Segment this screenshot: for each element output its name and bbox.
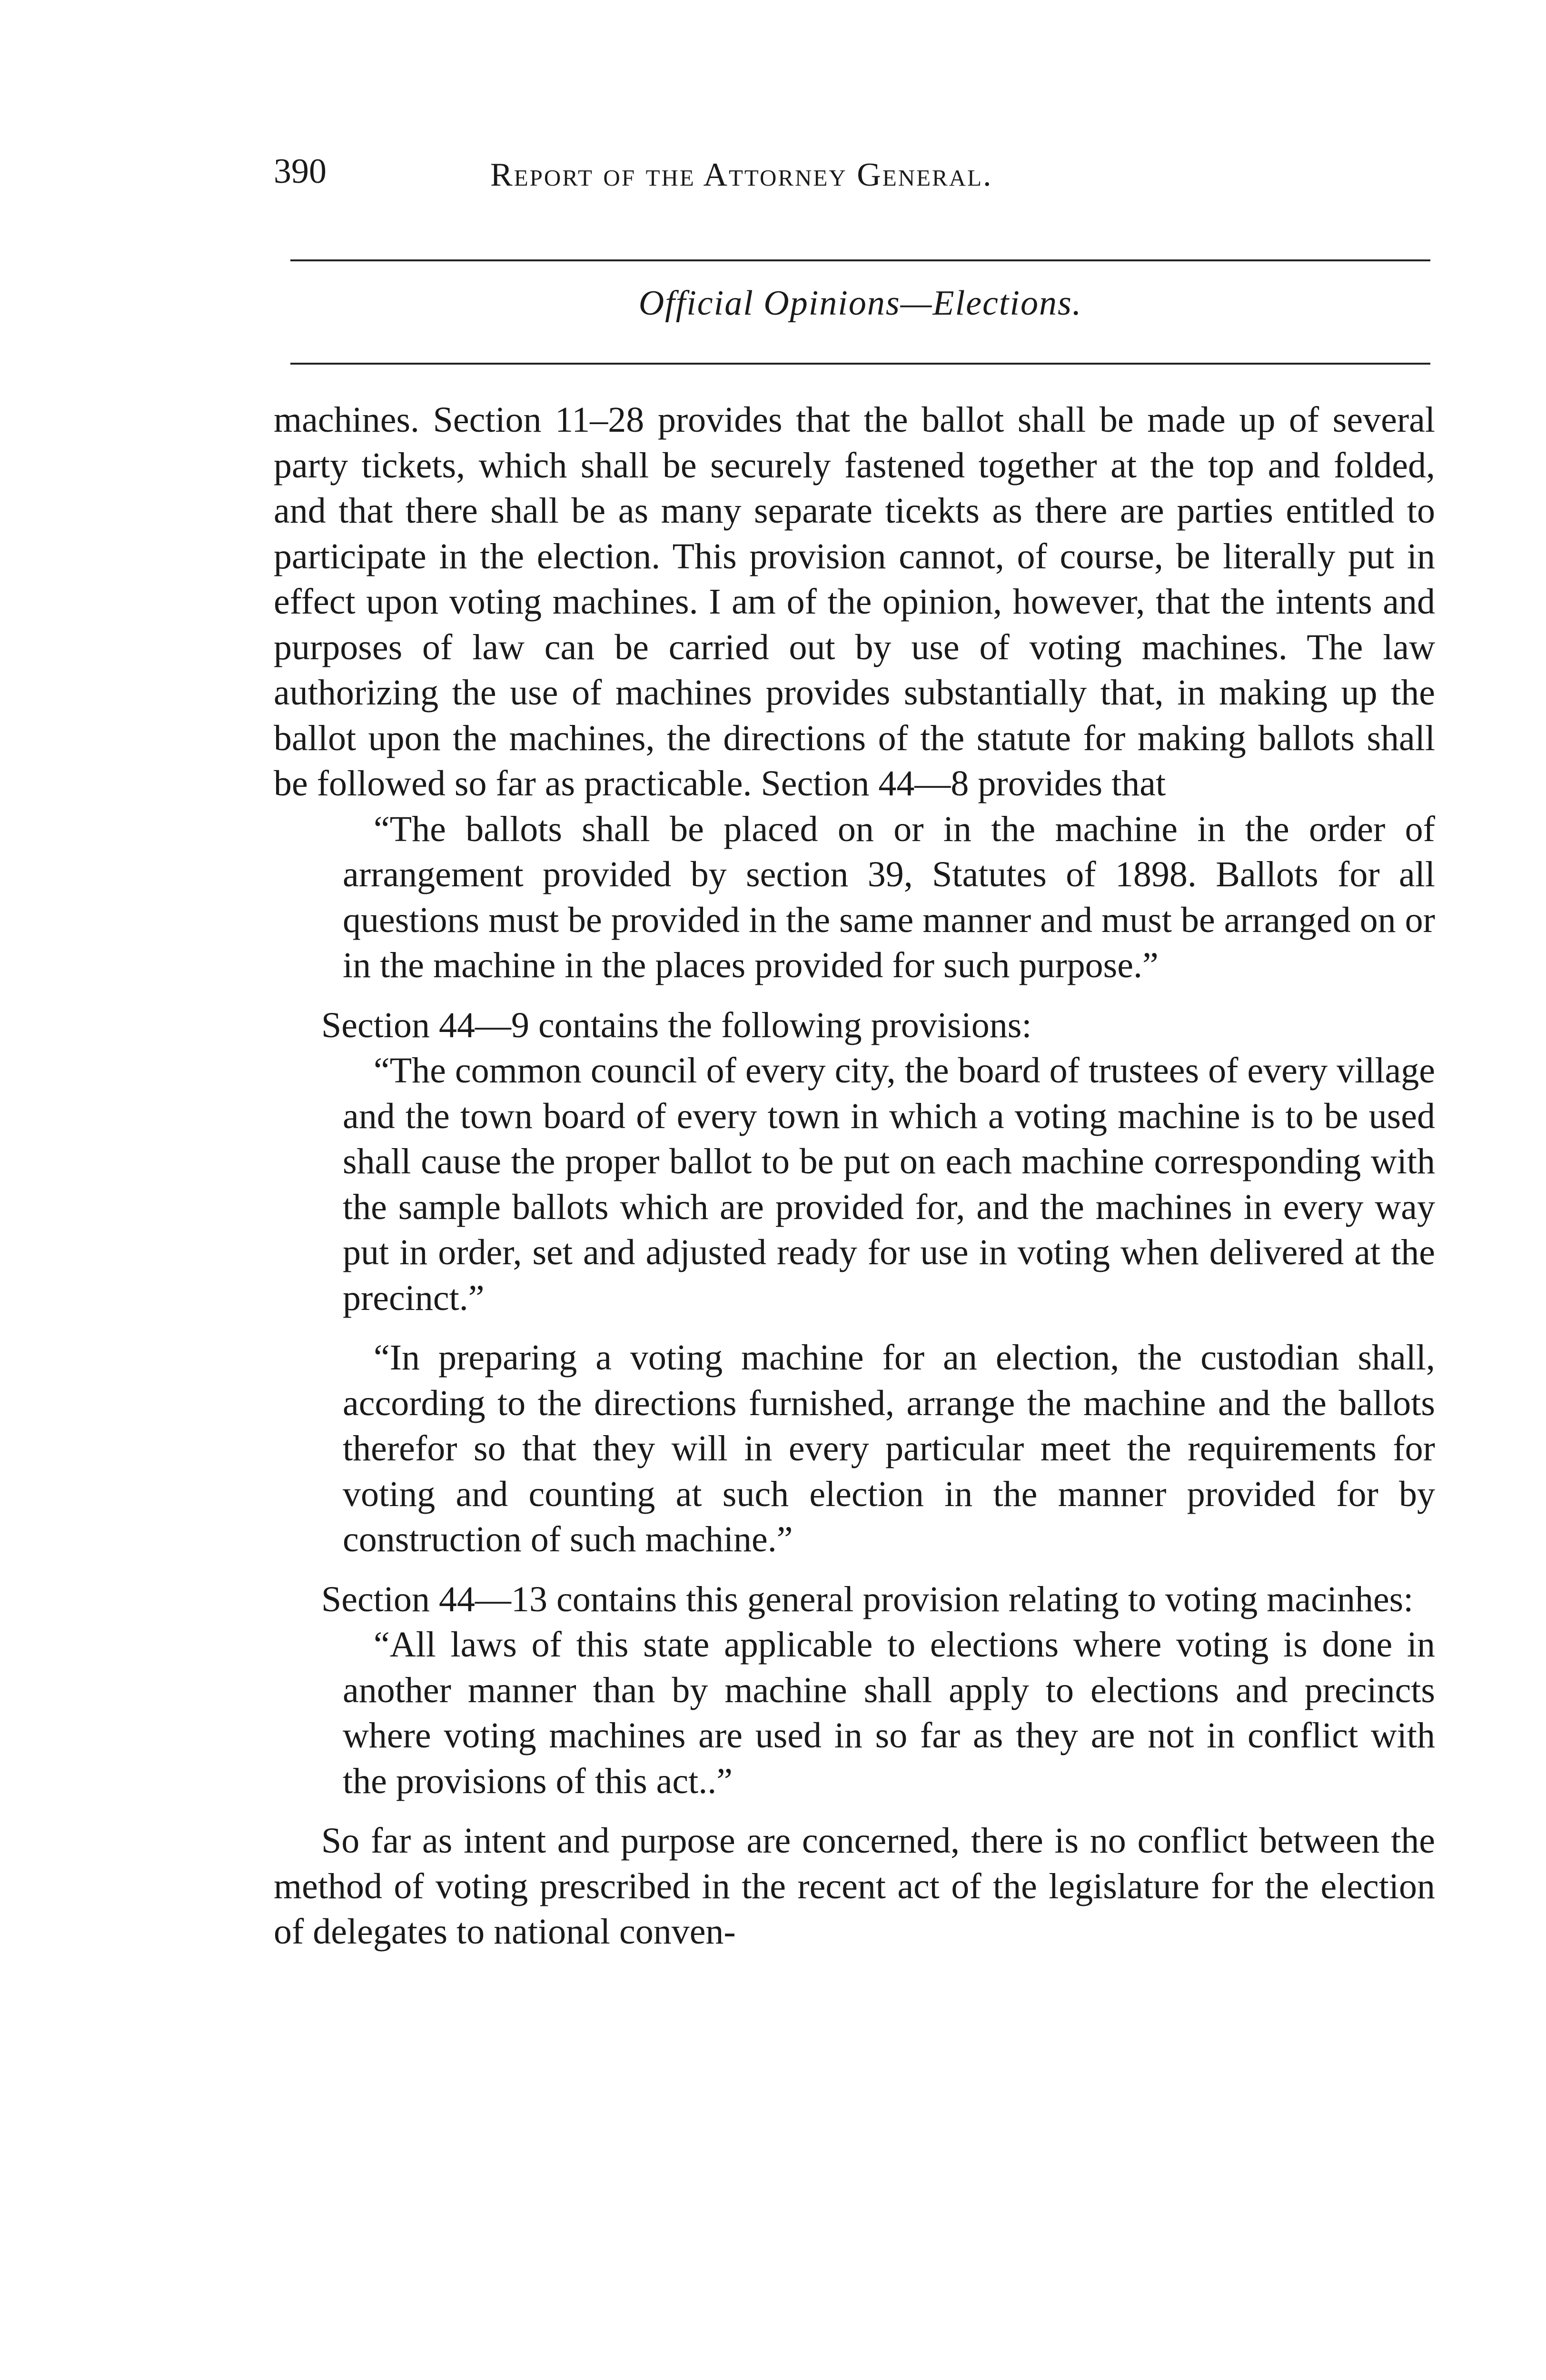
block-quote-4-text: “All laws of this state applicable to elections where voting is done in another manner than by machine shall apply to elections and precincts where voting machines are used in so far as they are not in conflict with the provisions of this act..” — [343, 1625, 1435, 1801]
block-quote-3 — [274, 1335, 1435, 1563]
block-quote-2 — [274, 1048, 1435, 1321]
section-heading: Official Opinions—Elections. — [638, 284, 1082, 323]
block-quote-3-text: “In preparing a voting machine for an election, the custodian shall, according to the directions furnished, arrange the machine and the ballots therefor so that they will in every particular meet the requirements for voting and counting at such election in the manner provided for by construction of such machine.” — [343, 1338, 1435, 1559]
paragraph-3: Section 44—13 contains this general provision relating to voting macinhes: — [321, 1579, 1414, 1619]
body-text — [274, 397, 1435, 1955]
spacer — [274, 1321, 1435, 1335]
block-quote-4 — [274, 1622, 1435, 1804]
page-number: 390 — [274, 152, 327, 191]
header-rule-bottom — [290, 363, 1430, 365]
running-title: Report of the Attorney General. — [490, 157, 993, 193]
spacer — [274, 989, 1435, 1003]
paragraph-2: Section 44—9 contains the following provisions: — [321, 1005, 1032, 1045]
paragraph-4: So far as intent and purpose are concerned, there is no conflict between the method of voting prescribed in the recent act of the legislature for the election of delegates to national conven- — [274, 1821, 1435, 1952]
header-rule-top — [290, 259, 1430, 261]
block-quote-2-text: “The common council of every city, the board of trustees of every village and the town board of every town in which a voting machine is to be used shall cause the proper ballot to be put on each machine corresponding with the sample ballots which are provided for, and the machines in every way put in order, set and adjusted ready for use in voting when delivered at the precinct.” — [343, 1051, 1435, 1318]
running-head — [274, 151, 1426, 208]
block-quote-1-text: “The ballots shall be placed on or in the machine in the order of arrangement provided by section 39, Statutes of 1898. Ballots for all questions must be provided in the same manner and must be arranged on or in the machine in the places provided for such purpose.” — [343, 809, 1435, 985]
block-quote-1 — [274, 807, 1435, 989]
spacer — [274, 1804, 1435, 1818]
paragraph-1: machines. Section 11–28 provides that the ballot shall be made up of several party tickets, which shall be securely fastened together at the top and folded, and that there shall be as many separate ticekts as there are parties entitled to participate in the election. This provision cannot, of course, be literally put in effect upon voting machines. I am of the opinion, however, that the intents and purposes of law can be carried out by use of voting machines. The law authorizing the use of machines provides substantially that, in making up the ballot upon the machines, the directions of the statute for making ballots shall be followed so far as practicable. Section 44—8 provides that — [274, 400, 1435, 803]
spacer — [274, 1563, 1435, 1577]
